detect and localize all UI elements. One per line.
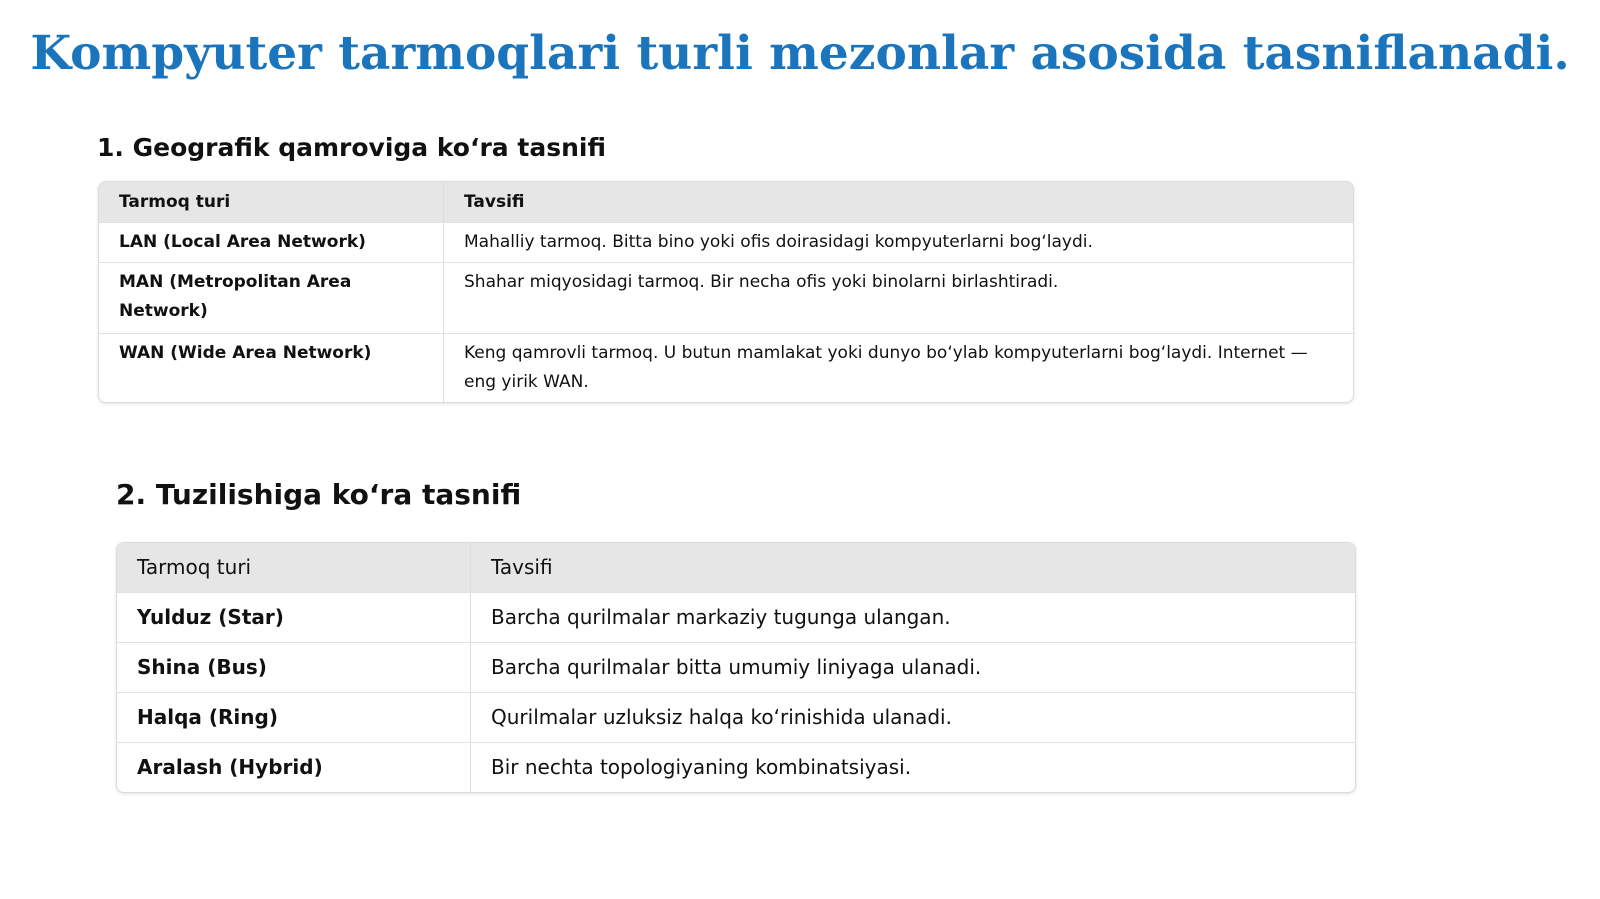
table-row: [117, 743, 1355, 793]
network-description-cell: Keng qamrovli tarmoq. U butun mamlakat yoki dunyo bo‘ylab kompyuterlarni bog‘laydi. Internet — eng yirik WAN.: [464, 343, 1308, 392]
geographic-table: [98, 181, 1354, 403]
table-row: [99, 223, 1353, 263]
table-row: [99, 263, 1353, 334]
network-description-cell: Shahar miqyosidagi tarmoq. Bir necha ofis yoki binolarni birlashtiradi.: [444, 263, 1354, 334]
table-row: [117, 643, 1355, 693]
topology-table: [116, 542, 1356, 793]
table-header-row: [99, 182, 1353, 223]
table-header-row: [117, 543, 1355, 593]
column-header-type: Tarmoq turi: [99, 182, 444, 223]
network-type-cell: MAN (Metropolitan Area Network): [99, 263, 444, 334]
topology-description-cell: Barcha qurilmalar bitta umumiy liniyaga ulanadi.: [471, 643, 1356, 693]
topology-description-cell: Qurilmalar uzluksiz halqa ko‘rinishida ulanadi.: [471, 693, 1356, 743]
topology-type-cell: Yulduz (Star): [117, 593, 471, 643]
column-header-description: Tavsifi: [444, 182, 1354, 223]
section1-heading: 1. Geografik qamroviga ko‘ra tasnifi: [97, 133, 606, 162]
topology-type-cell: Aralash (Hybrid): [117, 743, 471, 793]
column-header-description: Tavsifi: [471, 543, 1356, 593]
topology-description-cell: Bir nechta topologiyaning kombinatsiyasi.: [491, 755, 912, 779]
section2-heading: 2. Tuzilishiga ko‘ra tasnifi: [116, 478, 522, 511]
network-description-cell: Mahalliy tarmoq. Bitta bino yoki ofis doirasidagi kompyuterlarni bog‘laydi.: [444, 223, 1354, 263]
table-row: [99, 334, 1353, 403]
network-type-cell: LAN (Local Area Network): [99, 223, 444, 263]
table-row: [117, 593, 1355, 643]
page-title: Kompyuter tarmoqlari turli mezonlar asosida tasniflanadi.: [30, 26, 1570, 81]
topology-description-cell: Barcha qurilmalar markaziy tugunga ulangan.: [471, 593, 1356, 643]
column-header-type: Tarmoq turi: [117, 543, 471, 593]
network-type-cell: WAN (Wide Area Network): [99, 334, 444, 403]
topology-type-cell: Halqa (Ring): [117, 693, 471, 743]
table-row: [117, 693, 1355, 743]
topology-type-cell: Shina (Bus): [117, 643, 471, 693]
